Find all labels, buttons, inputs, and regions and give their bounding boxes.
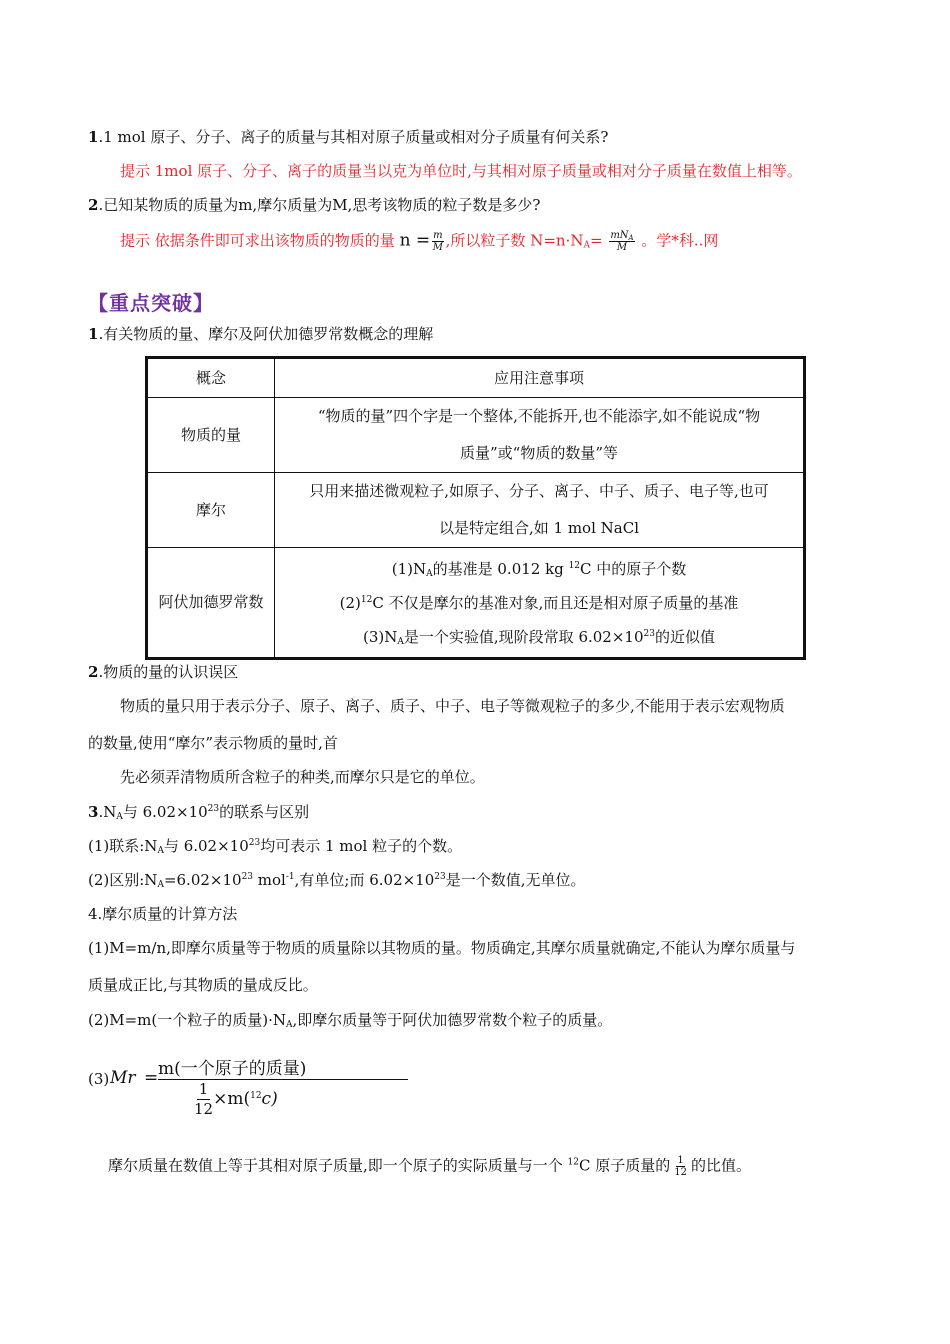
concepts-table [145, 356, 806, 660]
relative-mass-formula: (3) Mr = m(一个原子的质量) $\frac{1}{12}$ ×m($^{12}$c) [88, 1052, 348, 1132]
table-cell-concept: 摩尔 [147, 473, 275, 548]
section-3-title: $3.N_A$与 $6.02\times 10^{23}$的联系与区别 [88, 803, 310, 822]
table-header-cell: 概念 [147, 358, 275, 398]
section-1-title: 1.有关物质的量、摩尔及阿伏加德罗常数概念的理解 [88, 325, 434, 343]
question-1: 1.1 mol 原子、分子、离子的质量与其相对原子质量或相对分子质量有何关系? [88, 128, 609, 146]
paragraph: (1)M=m/n,即摩尔质量等于物质的质量除以其物质的量。物质确定,其摩尔质量就确定,不能认为摩尔质量与 [88, 939, 796, 957]
paragraph: 物质的量只用于表示分子、原子、离子、质子、中子、电子等微观粒子的多少,不能用于表示宏观物质 [120, 697, 785, 715]
section-4-title: 4.摩尔质量的计算方法 [88, 905, 238, 923]
table-cell-notes: 只用来描述微观粒子,如原子、分子、离子、中子、质子、电子等,也可 以是特定组合,如 1 mol NaCl [275, 473, 805, 548]
paragraph: (2)区别$:N_A=6.02\times 10^{23}$ mol$^{-1}$,有单位;而 $6.02\times 10^{23}$是一个数值,无单位。 [88, 871, 586, 890]
fraction-m-over-M: $\frac{m}{M}$ [432, 230, 444, 253]
table-row [147, 473, 805, 548]
table-header-row [147, 358, 805, 398]
table-header-cell: 应用注意事项 [275, 358, 805, 398]
section-2-title: 2.物质的量的认识误区 [88, 663, 239, 681]
fraction-one-twelfth: $\frac{1}{12}$ [674, 1155, 687, 1178]
table-row [147, 398, 805, 473]
fraction-mNA-over-M: $\frac{mN_A}{M}$ [610, 230, 634, 253]
table-cell-notes: “物质的量”四个字是一个整体,不能拆开,也不能添字,如不能说成“物 质量”或“物质的数量”等 [275, 398, 805, 473]
table-cell-notes: $(1)N_A$的基准是 0.012 kg $^{12}$C 中的原子个数 $(2)^{12}C$ 不仅是摩尔的基准对象,而且还是相对原子质量的基准 $(3)N_A$是一个实验值,现阶段常取 $6.02\times 10^{23}$的近似值 [275, 548, 805, 659]
question-2: 2.已知某物质的质量为m,摩尔质量为M,思考该物质的粒子数是多少? [88, 196, 541, 214]
paragraph: 质量成正比,与其物质的量成反比。 [88, 976, 318, 994]
table-cell-concept: 物质的量 [147, 398, 275, 473]
paragraph: (1)联系$:N_A$与 $6.02\times 10^{23}$均可表示 1 mol 粒子的个数。 [88, 837, 463, 856]
table-row [147, 548, 805, 659]
hint-2: 提示 依据条件即可求出该物质的物质的量 n = $\frac{m}{M}$ ,所以粒子数 $N=n\cdot N_A=$ $\frac{mN_A}{M}$ 。学*科..网 [120, 230, 719, 253]
section-heading: 【重点突破】 [88, 291, 214, 315]
hint-1: 提示 1mol 原子、分子、离子的质量当以克为单位时,与其相对原子质量或相对分子质量在数值上相等。 [120, 162, 802, 180]
paragraph: 的数量,使用“摩尔”表示物质的量时,首 [88, 734, 338, 752]
paragraph: (2)M=m(一个粒子的质量)$\cdot N_A$,即摩尔质量等于阿伏加德罗常数个粒子的质量。 [88, 1011, 613, 1030]
paragraph: 先必须弄清物质所含粒子的种类,而摩尔只是它的单位。 [120, 768, 485, 786]
paragraph: 摩尔质量在数值上等于其相对原子质量,即一个原子的实际质量与一个 $^{12}$C 原子质量的 $\frac{1}{12}$ 的比值。 [108, 1155, 751, 1178]
table-cell-concept: 阿伏加德罗常数 [147, 548, 275, 659]
